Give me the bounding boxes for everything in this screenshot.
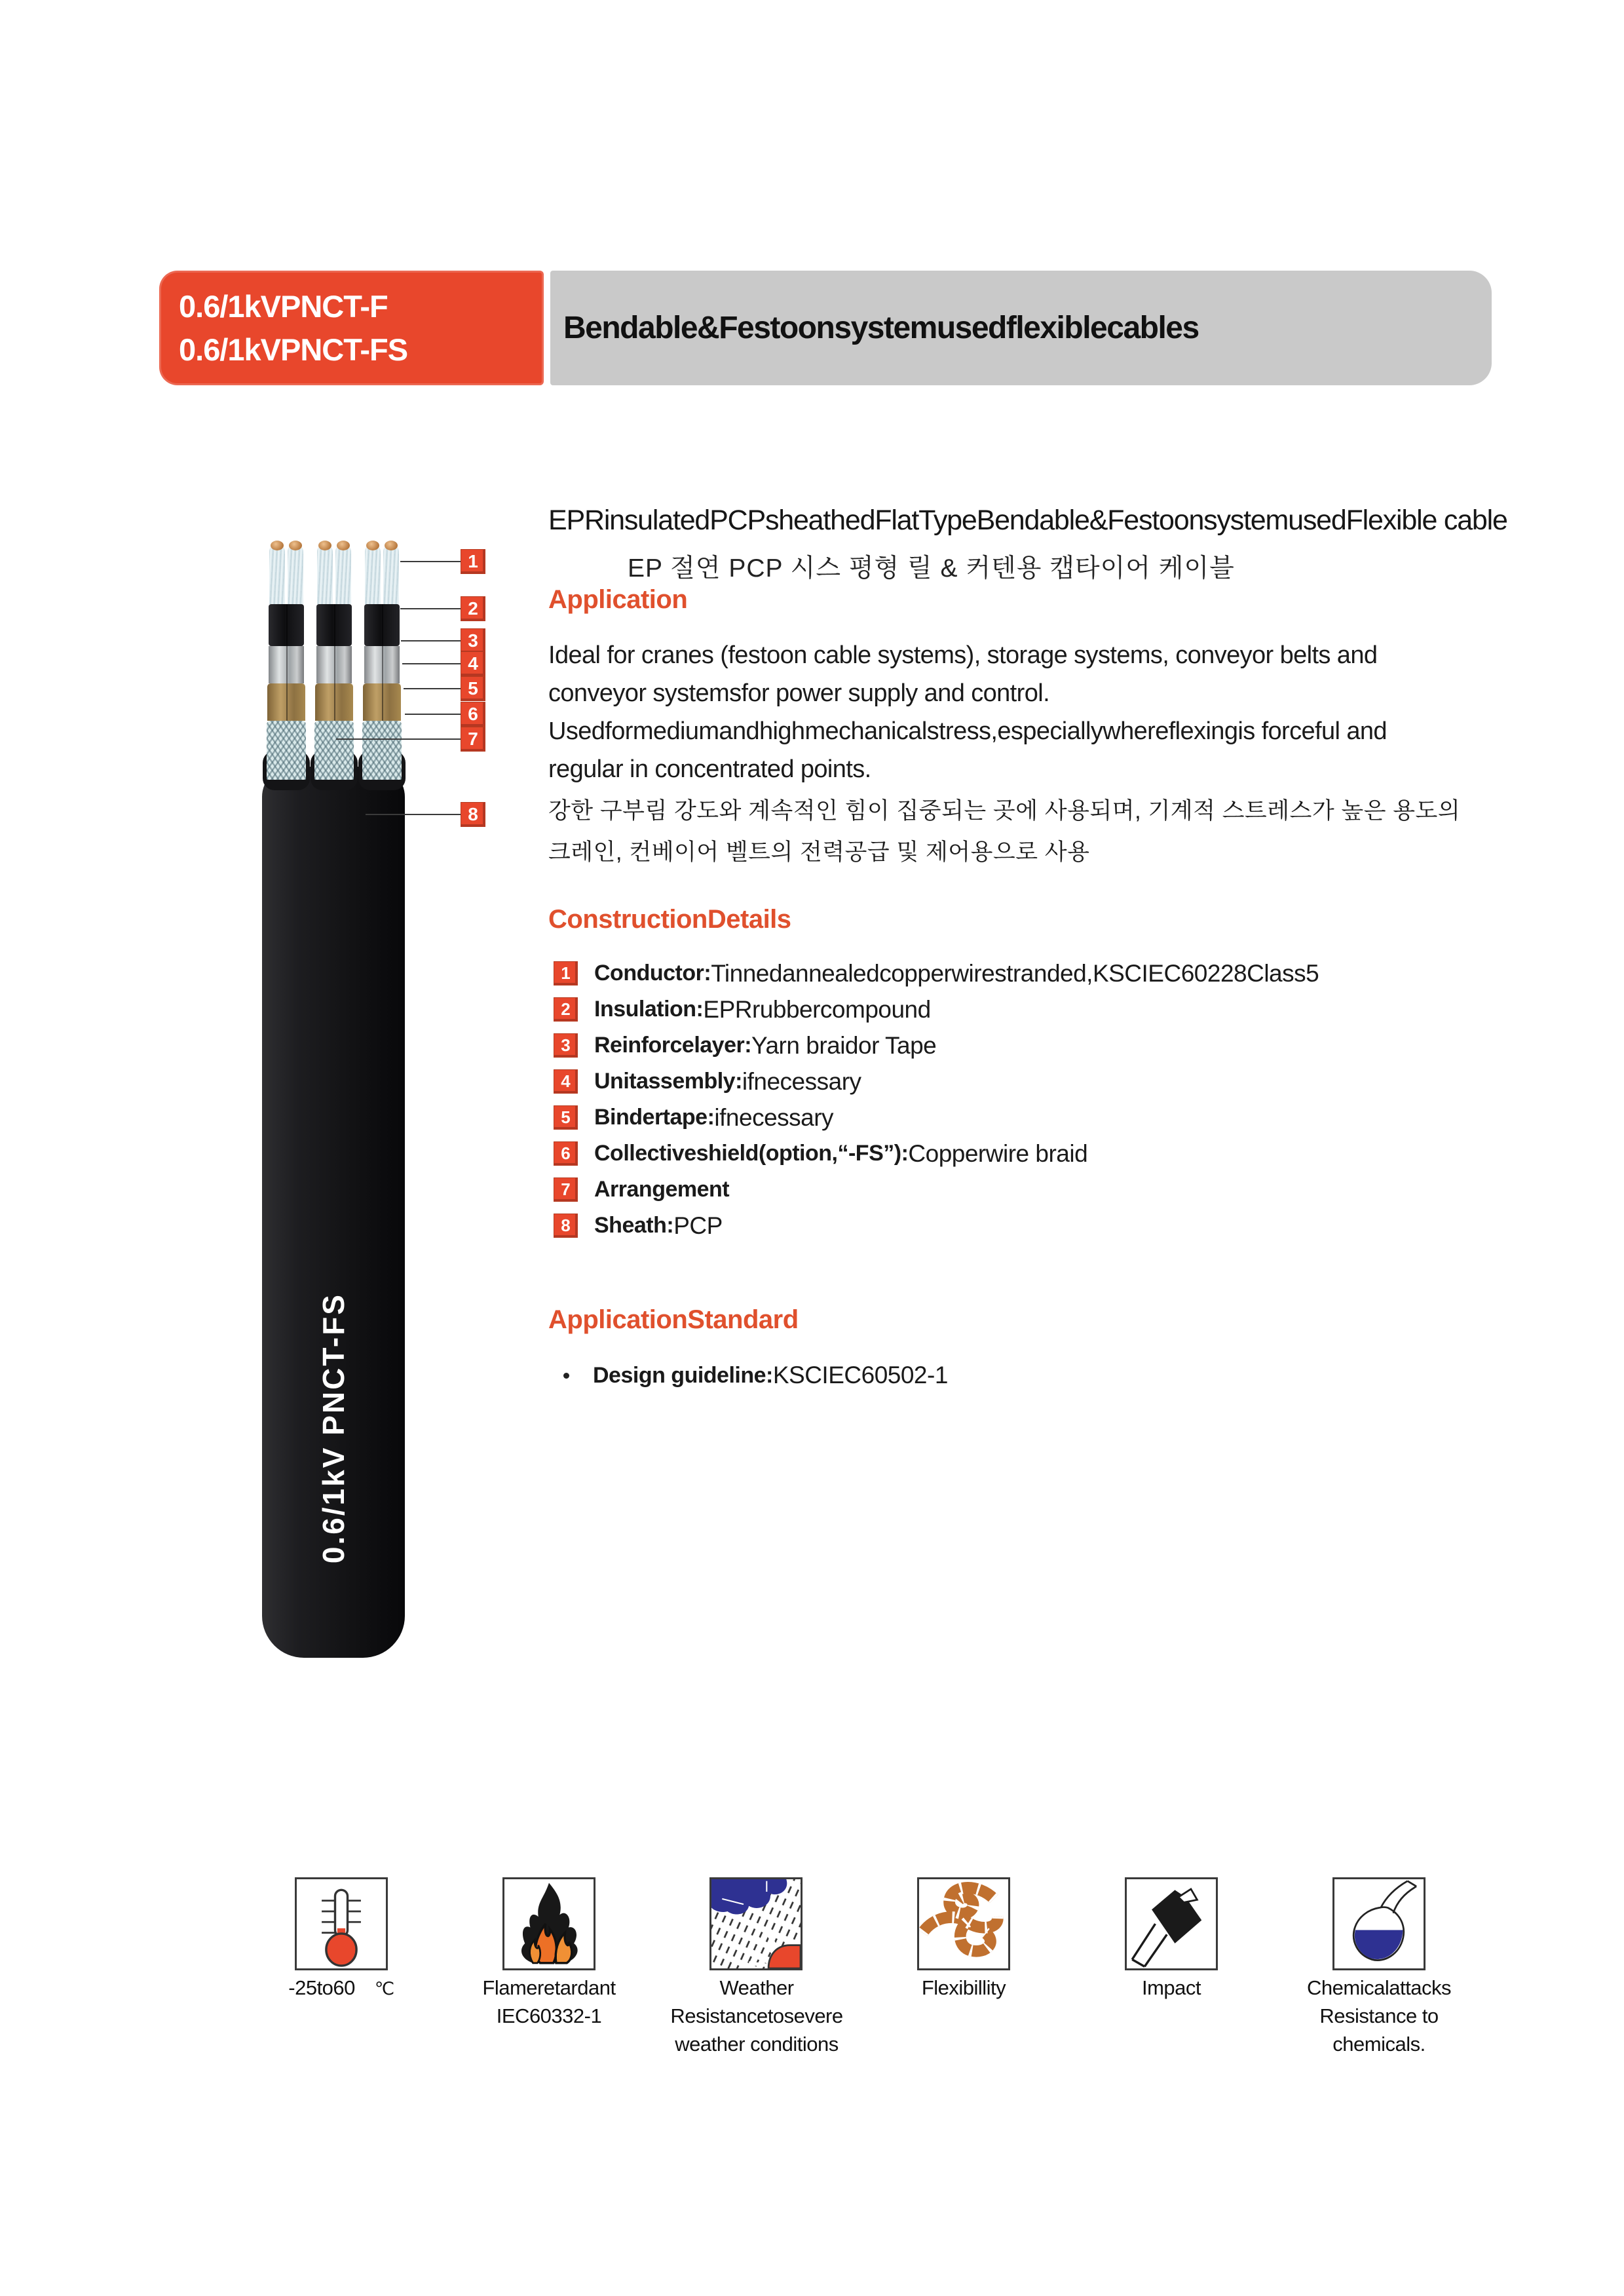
- callout-line: [400, 561, 461, 562]
- item-value: ifnecessary: [742, 1067, 861, 1095]
- chemical-flask-icon: [1334, 1879, 1424, 1968]
- application-line-ko: 크레인, 컨베이어 벨트의 전력공급 및 제어용으로 사용: [548, 839, 1090, 865]
- item-number-badge: 7: [554, 1177, 578, 1202]
- construction-item: [554, 1172, 1319, 1208]
- standard-bullet-row: [563, 1362, 948, 1389]
- callout-line: [405, 714, 461, 715]
- temperature-feature-box: [295, 1877, 388, 1970]
- callout-line: [404, 688, 461, 689]
- flame-feature-box: [502, 1877, 595, 1970]
- item-value: Copperwire braid: [908, 1139, 1088, 1167]
- item-number-badge: 8: [554, 1214, 578, 1238]
- flame-icon: [504, 1879, 594, 1968]
- callout-line: [400, 608, 461, 609]
- item-value: EPRrubbercompound: [703, 995, 931, 1023]
- application-line: Usedformediumandhighmechanicalstress,especiallywhereflexingis forceful and: [548, 718, 1387, 745]
- weather-label: Weather Resistancetosevere weather conditions: [670, 1976, 843, 2056]
- callout-badge: 6: [461, 702, 485, 727]
- callout-line: [336, 738, 461, 740]
- callout-line: [401, 640, 461, 641]
- conductor-strands: [269, 544, 303, 604]
- insulation-layer: [364, 604, 400, 646]
- item-label: Unitassembly:: [594, 1069, 742, 1094]
- weather-icon: [711, 1879, 801, 1968]
- application-line: Ideal for cranes (festoon cable systems), storage systems, conveyor belts and: [548, 641, 1378, 669]
- construction-item: [554, 1208, 1319, 1244]
- insulation-layer: [269, 604, 304, 646]
- unit-assembly-layer: [315, 683, 353, 721]
- celsius-unit: ℃: [374, 1979, 394, 1999]
- item-value: Tinnedannealedcopperwirestranded,KSCIEC60228Class5: [711, 959, 1319, 987]
- unit-assembly-layer: [267, 683, 305, 721]
- weather-feature-box: [709, 1877, 803, 1970]
- item-value: Yarn braidor Tape: [751, 1031, 937, 1059]
- shield-braid-layer: [314, 721, 354, 780]
- callout-line: [366, 814, 461, 815]
- item-number-badge: 5: [554, 1105, 578, 1130]
- chemical-label: Chemicalattacks Resistance to chemicals.: [1307, 1976, 1451, 2056]
- construction-item: [554, 1100, 1319, 1136]
- standard-label: Design guideline:: [593, 1362, 773, 1388]
- product-code-1: 0.6/1kVPNCT-F: [179, 288, 388, 324]
- callout-badge: 5: [461, 676, 485, 701]
- item-number-badge: 2: [554, 997, 578, 1022]
- application-line-ko: 강한 구부림 강도와 계속적인 힘이 집중되는 곳에 사용되며, 기계적 스트레스가 높은 용도의: [548, 798, 1461, 824]
- impact-icon: [1127, 1879, 1216, 1968]
- bullet-dot-icon: [563, 1373, 569, 1379]
- impact-label: Impact: [1141, 1976, 1201, 1999]
- item-label: Sheath:: [594, 1213, 674, 1238]
- application-line: conveyor systemsfor power supply and control.: [548, 679, 1050, 707]
- item-label: Insulation:: [594, 997, 704, 1022]
- item-number-badge: 3: [554, 1033, 578, 1058]
- unit-assembly-layer: [363, 683, 401, 721]
- callout-badge: 1: [461, 549, 485, 574]
- callout-badge: 8: [461, 802, 485, 827]
- header-banner: [550, 271, 1492, 385]
- item-label: Conductor:: [594, 961, 711, 985]
- application-heading: Application: [548, 585, 688, 614]
- construction-heading: ConstructionDetails: [548, 905, 791, 934]
- callout-badge: 2: [461, 596, 485, 621]
- callout-badge: 4: [461, 651, 485, 676]
- impact-feature-box: [1125, 1877, 1218, 1970]
- thermometer-icon: [297, 1879, 386, 1968]
- reinforce-layer: [316, 646, 352, 683]
- callout-badge: 7: [461, 727, 485, 752]
- item-value: PCP: [673, 1212, 723, 1239]
- item-number-badge: 6: [554, 1141, 578, 1166]
- standard-heading: ApplicationStandard: [548, 1305, 799, 1334]
- application-line: regular in concentrated points.: [548, 756, 871, 783]
- callout-line: [402, 663, 461, 664]
- item-label: Arrangement: [594, 1177, 730, 1202]
- sheath-marking: 0.6/1kV PNCT-FS: [316, 1293, 350, 1564]
- item-value: ifnecessary: [714, 1103, 834, 1131]
- intro-title-en: EPRinsulatedPCPsheathedFlatTypeBendable&FestoonsystemusedFlexible cable: [548, 505, 1507, 536]
- item-label: Collectiveshield(option,“-FS”):: [594, 1141, 909, 1166]
- flexibility-label: Flexibillity: [921, 1976, 1006, 1999]
- item-label: Bindertape:: [594, 1105, 715, 1130]
- construction-item: [554, 955, 1319, 991]
- temperature-label: -25to60 ℃: [288, 1976, 394, 1999]
- banner-title: Bendable&Festoonsystemusedflexiblecables: [563, 311, 1199, 345]
- conductor-strands: [365, 544, 399, 604]
- conductor-strands: [317, 544, 351, 604]
- item-label: Reinforcelayer:: [594, 1033, 752, 1058]
- insulation-layer: [316, 604, 352, 646]
- construction-item: [554, 991, 1319, 1027]
- construction-item: [554, 1136, 1319, 1172]
- item-number-badge: 1: [554, 961, 578, 985]
- item-number-badge: 4: [554, 1069, 578, 1094]
- construction-list: [554, 955, 1319, 1244]
- reinforce-layer: [269, 646, 304, 683]
- chemical-feature-box: [1332, 1877, 1426, 1970]
- callout-badge: 3: [461, 628, 485, 653]
- product-code-box: [159, 271, 544, 385]
- product-code-2: 0.6/1kVPNCT-FS: [179, 332, 408, 367]
- flexibility-icon: [919, 1879, 1008, 1968]
- shield-braid-layer: [362, 721, 402, 780]
- intro-title-ko: EP 절연 PCP 시스 평형 릴 & 커텐용 캡타이어 케이블: [628, 554, 1235, 583]
- flexibility-feature-box: [917, 1877, 1010, 1970]
- construction-item: [554, 1063, 1319, 1100]
- application-paragraph: [548, 636, 1531, 871]
- construction-item: [554, 1027, 1319, 1063]
- shield-braid-layer: [267, 721, 306, 780]
- reinforce-layer: [364, 646, 400, 683]
- standard-value: KSCIEC60502-1: [772, 1362, 948, 1388]
- flame-label: Flameretardant IEC60332-1: [482, 1976, 616, 2027]
